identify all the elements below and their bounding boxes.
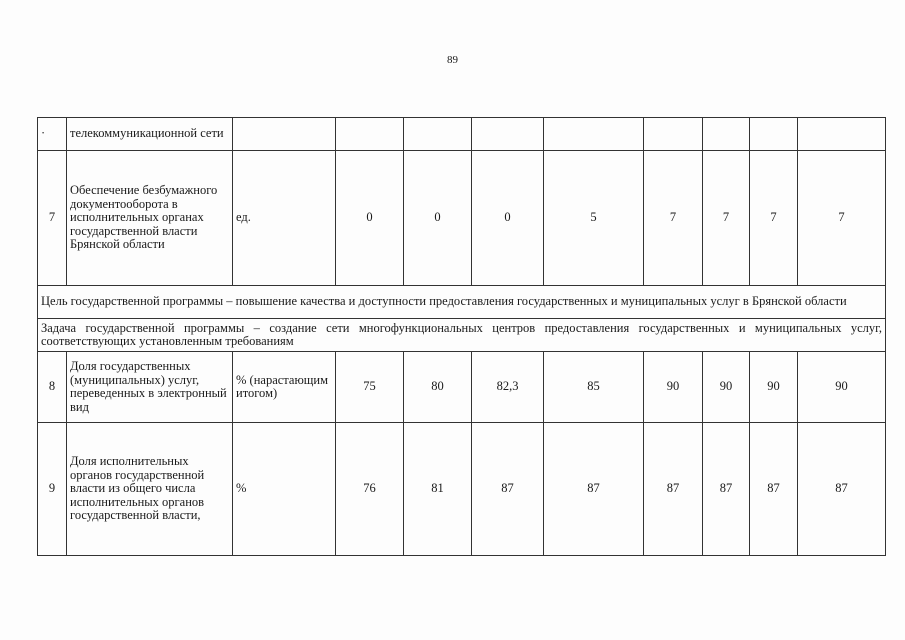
value-cell: 80 [404,352,472,423]
program-goal: Цель государственной программы – повышение качества и доступности предоставления государственных и муниципальных услуг в Брянской области [38,286,886,319]
value-cell [404,118,472,151]
row-index: 9 [38,423,67,556]
table-row [38,151,886,286]
program-task: Задача государственной программы – создание сети многофункциональных центров предоставления государственных и муниципальных услуг, соответствующих установленным требованиям [38,319,886,352]
table-row [38,118,886,151]
row-name: телекоммуникационной сети [67,118,233,151]
task-row [38,319,886,352]
row-name: Доля исполнительных органов государственной власти из общего числа исполнительных органов государственной власти, [67,423,233,556]
value-cell: 87 [472,423,544,556]
row-index: 7 [38,151,67,286]
value-cell: 90 [798,352,886,423]
value-cell: 5 [544,151,644,286]
value-cell: 7 [703,151,750,286]
value-cell: 81 [404,423,472,556]
value-cell: 90 [750,352,798,423]
value-cell: 76 [336,423,404,556]
page-number: 89 [447,54,458,66]
row-unit: % [233,423,336,556]
value-cell [750,118,798,151]
row-index: · [38,118,67,151]
value-cell [703,118,750,151]
value-cell [336,118,404,151]
value-cell [544,118,644,151]
value-cell: 0 [404,151,472,286]
value-cell: 75 [336,352,404,423]
row-unit [233,118,336,151]
row-index: 8 [38,352,67,423]
value-cell: 0 [336,151,404,286]
value-cell: 82,3 [472,352,544,423]
row-unit: % (нарастающим итогом) [233,352,336,423]
value-cell: 87 [544,423,644,556]
goal-row [38,286,886,319]
value-cell: 87 [798,423,886,556]
table-row [38,352,886,423]
row-unit: ед. [233,151,336,286]
value-cell [472,118,544,151]
value-cell [644,118,703,151]
value-cell: 7 [798,151,886,286]
value-cell: 87 [703,423,750,556]
value-cell: 7 [644,151,703,286]
row-name: Обеспечение безбумажного документооборота в исполнительных органах государственной власти Брянской области [67,151,233,286]
value-cell: 87 [644,423,703,556]
indicators-table [37,117,886,556]
row-name: Доля государственных (муниципальных) услуг, переведенных в электронный вид [67,352,233,423]
table-row [38,423,886,556]
value-cell: 85 [544,352,644,423]
value-cell: 90 [644,352,703,423]
value-cell: 7 [750,151,798,286]
value-cell: 87 [750,423,798,556]
value-cell: 90 [703,352,750,423]
value-cell: 0 [472,151,544,286]
value-cell [798,118,886,151]
